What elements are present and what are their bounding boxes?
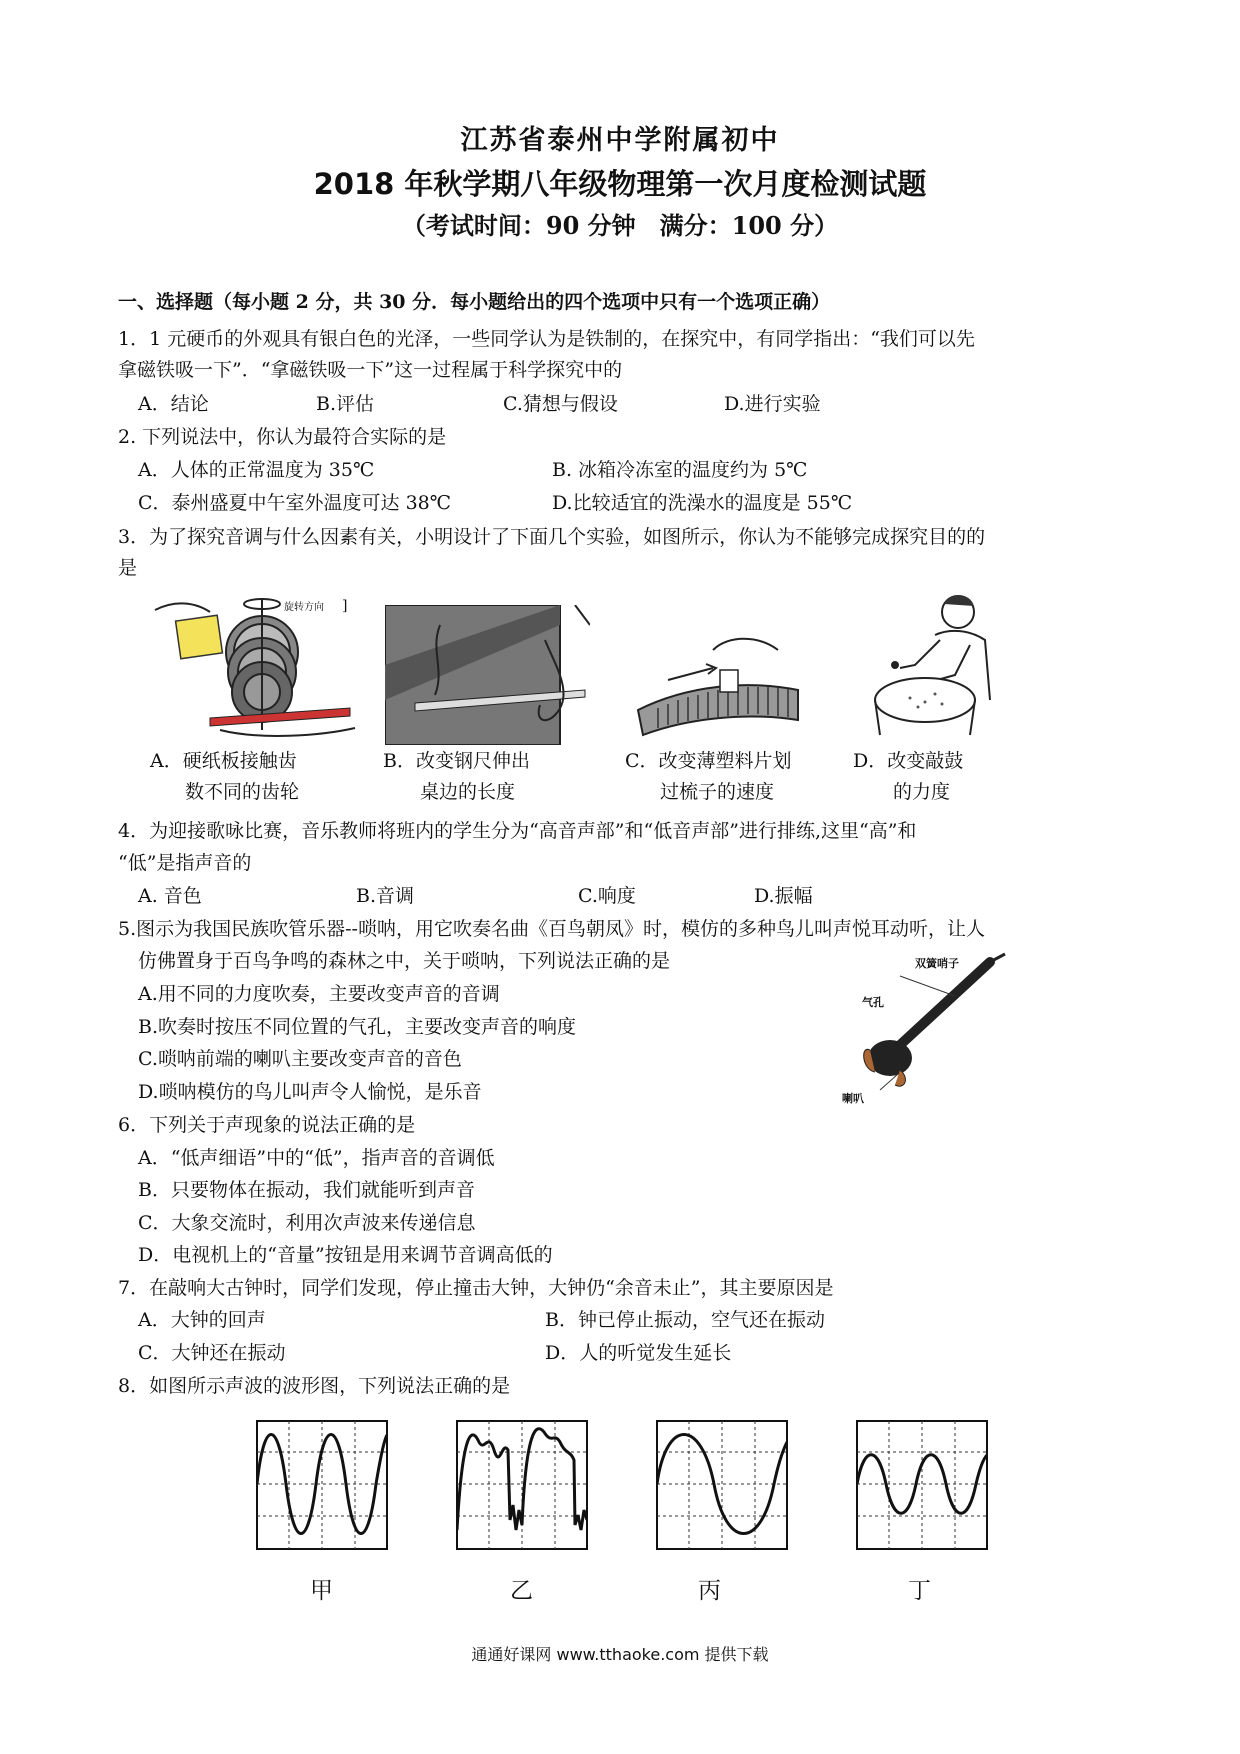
q5-option-c: C.唢呐前端的喇叭主要改变声音的音色 (138, 1048, 462, 1070)
q7-stem: 7．在敲响大古钟时，同学们发现，停止撞击大钟，大钟仍“余音未止”，其主要原因是 (118, 1277, 834, 1299)
q5-fig-label-holes: 气孔 (862, 996, 884, 1009)
q4-option-b: B.音调 (356, 885, 415, 907)
q6-option-c: C．大象交流时，利用次声波来传递信息 (138, 1212, 476, 1234)
exam-info: （考试时间：90 分钟 满分：100 分） (401, 211, 839, 240)
q5-option-a: A.用不同的力度吹奏，主要改变声音的音调 (138, 983, 500, 1005)
q7-option-a: A．大钟的回声 (138, 1309, 266, 1331)
q7-option-d: D．人的听觉发生延长 (545, 1342, 732, 1364)
q3-caption-b-line1: B．改变钢尺伸出 (383, 750, 530, 772)
q5-option-d: D.唢呐模仿的鸟儿叫声令人愉悦，是乐音 (138, 1081, 482, 1103)
q2-option-d: D.比较适宜的洗澡水的温度是 55℃ (552, 492, 853, 514)
q3-caption-d-line1: D．改变敲鼓 (853, 750, 964, 772)
q3-caption-b-line2: 桌边的长度 (420, 781, 516, 803)
school-name: 江苏省泰州中学附属初中 (460, 125, 780, 156)
q4-stem-line2: “低”是指声音的 (118, 852, 252, 874)
q2-stem: 2. 下列说法中，你认为最符合实际的是 (118, 426, 447, 448)
q5-fig-label-reed: 双簧哨子 (915, 957, 959, 970)
q6-option-a: A．“低声细语”中的“低”，指声音的音调低 (138, 1147, 495, 1169)
q3-caption-c-line2: 过梳子的速度 (660, 781, 775, 803)
q5-fig-label-bell: 喇叭 (842, 1092, 864, 1105)
q5-option-b: B.吹奏时按压不同位置的气孔，主要改变声音的响度 (138, 1016, 577, 1038)
q6-option-b: B．只要物体在振动，我们就能听到声音 (138, 1179, 475, 1201)
q8-waveform-jia (256, 1420, 388, 1550)
footer-source: 通通好课网 www.tthaoke.com 提供下载 (471, 1645, 769, 1664)
q2-option-c: C．泰州盛夏中午室外温度可达 38℃ (138, 492, 452, 514)
q3-caption-d-line2: 的力度 (893, 781, 951, 803)
q3-figure-c-comb (628, 630, 803, 740)
q5-stem-line2: 仿佛置身于百鸟争鸣的森林之中，关于唢呐，下列说法正确的是 (138, 950, 671, 972)
q1-option-b: B.评估 (316, 393, 375, 415)
q5-figure-suona (840, 950, 1020, 1100)
q1-option-a: A．结论 (138, 393, 209, 415)
q8-waveform-yi (456, 1420, 588, 1550)
q2-option-b: B. 冰箱冷冻室的温度约为 5℃ (552, 459, 808, 481)
q1-option-d: D.进行实验 (724, 393, 821, 415)
q8-waveform-ding (856, 1420, 988, 1550)
q3-caption-c-line1: C．改变薄塑料片划 (625, 750, 792, 772)
q3-caption-a-line1: A．硬纸板接触齿 (150, 750, 297, 772)
q4-option-a: A. 音色 (138, 885, 202, 907)
q1-stem-line2: 拿磁铁吸一下”．“拿磁铁吸一下”这一过程属于科学探究中的 (118, 359, 623, 381)
q3-fig-a-bracket: ] (342, 598, 348, 614)
q3-fig-a-label: 旋转方向 (284, 602, 324, 613)
q2-option-a: A．人体的正常温度为 35℃ (138, 459, 375, 481)
q4-option-d: D.振幅 (754, 885, 813, 907)
q3-stem-line1: 3．为了探究音调与什么因素有关，小明设计了下面几个实验，如图所示，你认为不能够完成探究目的的 (118, 526, 986, 548)
q7-option-b: B．钟已停止振动，空气还在振动 (545, 1309, 825, 1331)
q8-waveform-bing (656, 1420, 788, 1550)
q8-label-yi: 乙 (510, 1578, 533, 1604)
q7-option-c: C．大钟还在振动 (138, 1342, 286, 1364)
q6-option-d: D．电视机上的“音量”按钮是用来调节音调高低的 (138, 1244, 553, 1266)
q3-stem-line2: 是 (118, 557, 138, 579)
exam-title: 2018 年秋学期八年级物理第一次月度检测试题 (313, 167, 927, 201)
q8-label-ding: 丁 (908, 1578, 931, 1604)
q1-stem-line1: 1．1 元硬币的外观具有银白色的光泽，一些同学认为是铁制的，在探究中，有同学指出：“我们可以先 (118, 328, 975, 350)
q3-figure-d-drum (870, 590, 1010, 740)
section-heading: 一、选择题（每小题 2 分，共 30 分．每小题给出的四个选项中只有一个选项正确） (118, 291, 831, 313)
q1-option-c: C.猜想与假设 (503, 393, 618, 415)
q8-stem: 8．如图所示声波的波形图，下列说法正确的是 (118, 1375, 511, 1397)
q3-figure-a-gears (150, 590, 360, 740)
q3-figure-b-ruler (385, 605, 590, 745)
q8-label-bing: 丙 (698, 1578, 721, 1604)
q4-stem-line1: 4．为迎接歌咏比赛，音乐教师将班内的学生分为“高音声部”和“低音声部”进行排练,这里“高”和 (118, 820, 917, 842)
q5-stem-line1: 5.图示为我国民族吹管乐器--唢呐，用它吹奏名曲《百鸟朝凤》时，模仿的多种鸟儿叫声悦耳动听，让人 (118, 918, 985, 940)
q6-stem: 6．下列关于声现象的说法正确的是 (118, 1114, 416, 1136)
q8-label-jia: 甲 (310, 1578, 333, 1604)
q4-option-c: C.响度 (578, 885, 636, 907)
q3-caption-a-line2: 数不同的齿轮 (185, 781, 300, 803)
